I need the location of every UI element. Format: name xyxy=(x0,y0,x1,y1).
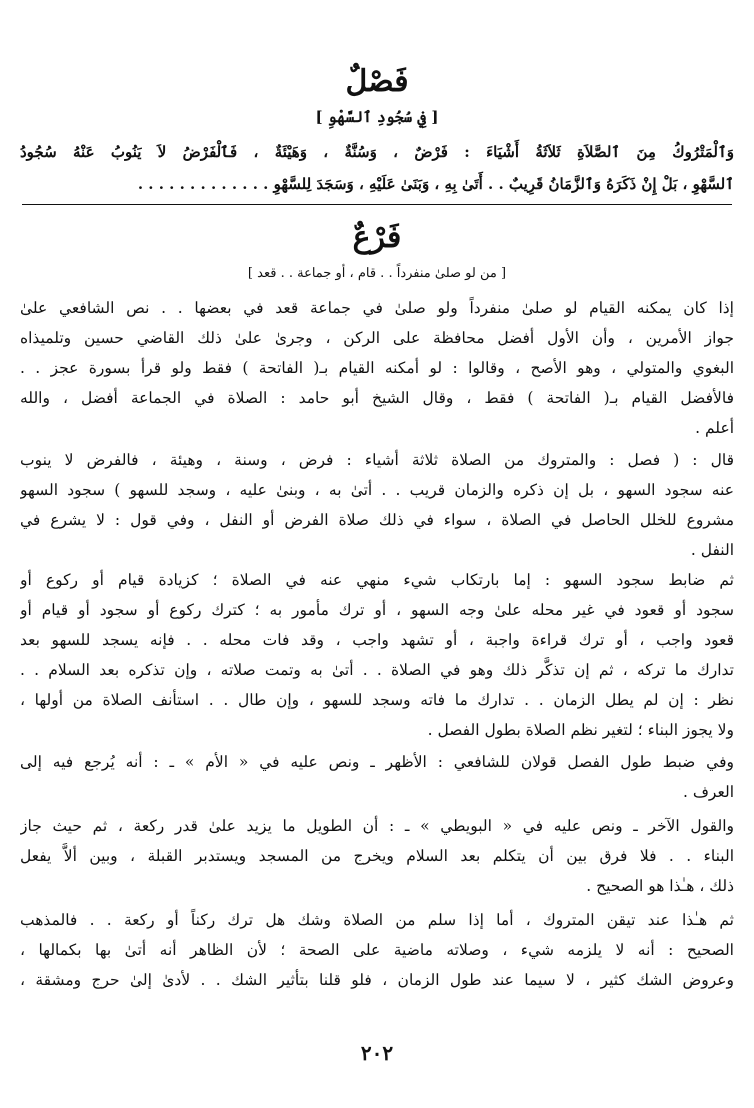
body-line-13: تدارك ما تركه ، ثم إن تذكَّر ذلك وهو في الصلاة . . أتىٰ به وتمت صلاته ، وإن تذكره بعد السلام . . xyxy=(20,661,734,679)
body-line-7: عنه سجود السهو ، بل إن ذكره والزمان قريب . . أتىٰ به ، وبنىٰ عليه ، وسجد للسهو ) سجود السهو xyxy=(20,481,734,499)
body-line-22: الصحيح : أنه لا يلزمه شيء ، وصلاته ماضية على الصحة ؛ لأن الظاهر أنه أتىٰ بها بكمالها ، xyxy=(20,941,734,959)
body-line-10: ثم ضابط سجود السهو : إما بارتكاب شيء منهي عنه في الصلاة ؛ كزيادة قيام أو ركوع أو xyxy=(20,571,734,589)
body-line-17: العرف . xyxy=(683,783,734,801)
body-line-19: البناء . . فلا فرق بين أن يتكلم بعد السلام ويخرج من المسجد ويستدبر القبلة ، وبين ألاَّ يفعل xyxy=(20,847,734,865)
far-subtitle: [ من لو صلىٰ منفرداً . . قام ، أو جماعة . . قعد ] xyxy=(247,266,507,281)
section-divider xyxy=(22,204,732,205)
body-line-11: سجود أو قعود في غير محله علىٰ وجه السهو ، أو ترك مأمور به ؛ كترك ركوع أو سجود أو قيام أو xyxy=(20,601,734,619)
fasl-line-1: وَٱلْمَتْرُوكُ مِنَ ٱلصَّلاَةِ ثَلاَثَةُ أَشْيَاءَ : فَرْضٌ ، وَسُنَّةٌ ، وَهَيْئَةٌ ، فَٱلْفَرْضُ لاَ يَنُوبُ عَنْهُ سُجُودُ xyxy=(20,143,734,161)
body-line-4: فالأفضل القيام بـ( الفاتحة ) فقط ، وقال الشيخ أبو حامد : الصلاة في الجماعة أفضل ، والله xyxy=(20,389,734,407)
body-line-1: إذا كان يمكنه القيام لو صلىٰ منفرداً ولو صلىٰ في جماعة قعد في بعضها . . نص الشافعي علىٰ xyxy=(20,299,734,317)
body-line-18: والقول الآخر ـ ونص عليه في « البويطي » ـ : أن الطويل ما يزيد علىٰ قدر ركعة ، ثم حيث جاز xyxy=(20,817,734,835)
fasl-heading: فَصْلٌ xyxy=(345,64,409,99)
body-line-9: النفل . xyxy=(690,541,734,559)
body-line-2: جواز الأمرين ، وأن الأول أفضل محافظة على الركن ، وجرىٰ علىٰ ذلك القاضي حسين وتلميذاه xyxy=(20,329,734,347)
fasl-subtitle: [ فِي سُجُودِ ٱلسَّهْوِ ] xyxy=(315,108,439,126)
body-line-3: البغوي والمتولي ، وهو الأصح ، وقالوا : لو أمكنه القيام بـ( الفاتحة ) فقط ولو قرأ بسورة عجز . . xyxy=(20,359,734,377)
body-line-15: ولا يجوز البناء ؛ لتغير نظم الصلاة بطول الفصل . xyxy=(427,721,734,739)
body-line-8: مشروع للخلل الحاصل في الصلاة ، سواء في ذلك صلاة الفرض أو النفل ، وفي قول : لا يشرع في xyxy=(20,511,734,529)
body-line-6: قال : ( فصل : والمتروك من الصلاة ثلاثة أشياء : فرض ، وسنة ، وهيئة ، فالفرض لا ينوب xyxy=(20,451,734,469)
body-line-14: نظر : إن لم يطل الزمان . . تدارك ما فاته وسجد للسهو ، وإن طال . . استأنف الصلاة من أولها ، xyxy=(20,691,734,709)
far-heading: فَرْعٌ xyxy=(352,220,402,255)
body-line-5: أعلم . xyxy=(695,419,734,437)
body-line-23: وعروض الشك كثير ، لا سيما عند طول الزمان ، فلو قلنا بتأثير الشك . . لأدىٰ إلىٰ حرج ومشقة ، xyxy=(20,971,734,989)
fasl-line-2: ٱلسَّهْوِ ، بَلْ إِنْ ذَكَرَهُ وَٱلزَّمَانُ قَرِيبٌ . . أَتَىٰ بِهِ ، وَبَنَىٰ عَلَيْهِ ، وَسَجَدَ لِلسَّهْوِ . . . . . . . . . . . . . xyxy=(137,175,734,193)
body-line-20: ذلك ، هـٰذا هو الصحيح . xyxy=(586,877,734,895)
body-line-21: ثم هـٰذا عند تيقن المتروك ، أما إذا سلم من الصلاة وشك هل ترك ركناً أو ركعة . . فالمذهب xyxy=(20,911,734,929)
body-line-12: قعود واجب ، أو ترك قراءة واجبة ، أو تشهد واجب ، وقد فات محله . . فإنه يسجد للسهو بعد xyxy=(20,631,734,649)
body-line-16: وفي ضبط طول الفصل قولان للشافعي : الأظهر ـ ونص عليه في « الأم » ـ : أنه يُرجع فيه إلى xyxy=(20,753,734,771)
page-number: ٢٠٢ xyxy=(360,1041,394,1065)
